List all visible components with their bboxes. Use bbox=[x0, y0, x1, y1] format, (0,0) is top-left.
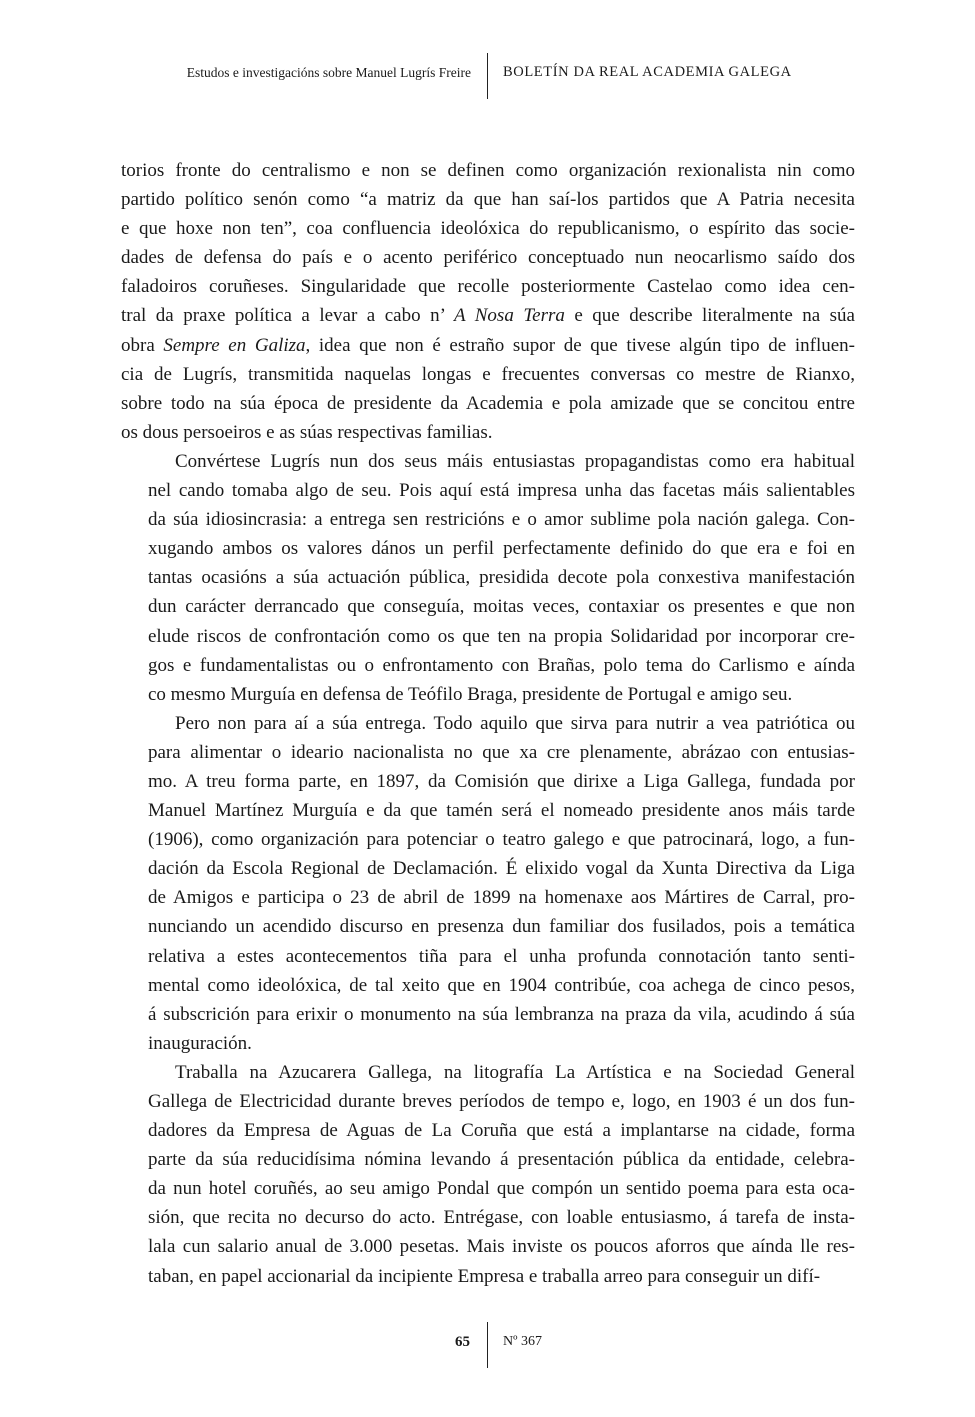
text-line: da nun hotel coruñés, ao seu amigo Pondal que compón un sentido poema para esta oca- bbox=[148, 1178, 855, 1200]
header-journal-title: BOLETÍN DA REAL ACADEMIA GALEGA bbox=[503, 64, 792, 80]
text-line: Traballa na Azucarera Gallega, na litografía La Artística e na Sociedad General bbox=[175, 1061, 855, 1083]
text-line: Manuel Martínez Murguía e da que tamén será el nomeado presidente anos máis tarde bbox=[148, 800, 855, 822]
text-line: co mesmo Murguía en defensa de Teófilo Braga, presidente de Portugal e amigo seu. bbox=[148, 683, 793, 705]
text-line: elude riscos de confrontación como os que ten na propia Solidaridad por incorporar cre- bbox=[148, 625, 855, 647]
text-line: Convértese Lugrís nun dos seus máis entusiastas propagandistas como era habitual bbox=[175, 450, 855, 472]
text-line: dadores da Empresa de Aguas de La Coruña que está a implantarse na cidade, forma bbox=[148, 1120, 855, 1142]
text-line: á subscrición para erixir o monumento na súa lembranza na praza da vila, acudindo á súa bbox=[148, 1003, 855, 1025]
paragraph bbox=[121, 156, 855, 447]
footer-divider bbox=[487, 1322, 488, 1368]
text-line: para alimentar o ideario nacionalista no que xa cre plenamente, abrázao con entusias- bbox=[148, 741, 855, 763]
text-line: torios fronte do centralismo e non se definen como organización rexionalista nin como bbox=[121, 160, 855, 181]
text-line: taban, en papel accionarial da incipiente Empresa e traballa arreo para conseguir un difí- bbox=[148, 1265, 821, 1287]
text-line: lala cun salario anual de 3.000 pesetas. Mais inviste os poucos aforros que aínda lle res- bbox=[148, 1236, 855, 1258]
text-line: dación da Escola Regional de Declamación. É elixido vogal da Xunta Directiva da Liga bbox=[148, 858, 855, 880]
text-line: mo. A treu forma parte, en 1897, da Comisión que dirixe a Liga Gallega, fundada por bbox=[148, 770, 855, 792]
text-line: gos e fundamentalistas ou o enfrontamento con Brañas, polo tema do Carlismo e aínda bbox=[148, 654, 855, 676]
text-line: (1906), como organización para potenciar o teatro galego e que patrocinará, logo, a fun- bbox=[148, 829, 855, 851]
issue-number: Nº 367 bbox=[503, 1334, 542, 1349]
running-header bbox=[0, 53, 975, 99]
paragraph bbox=[121, 709, 855, 1058]
text-line: Pero non para aí a súa entrega. Todo aquilo que sirva para nutrir a vea patriótica ou bbox=[175, 712, 855, 734]
text-line: inauguración. bbox=[148, 1032, 252, 1054]
text-line: relativa a estes acontecementos tiña para el unha profunda connotación tanto senti- bbox=[148, 945, 855, 967]
text-line: tantas ocasións a súa actuación pública, presidida decote pola conxestiva manifestación bbox=[148, 567, 855, 589]
running-footer bbox=[0, 1322, 975, 1368]
text-line: dades de defensa do país e o acento periférico conceptuado nun neocarlismo saído dos bbox=[121, 247, 855, 269]
text-line: obra Sempre en Galiza, idea que non é estraño supor de que tivese algún tipo de influen- bbox=[121, 334, 855, 356]
text-line: tral da praxe política a levar a cabo n’ A Nosa Terra e que describe literalmente na súa bbox=[121, 305, 855, 327]
text-line: de Amigos e participa o 23 de abril de 1899 na homenaxe aos Mártires de Carral, pro- bbox=[148, 887, 855, 909]
paragraph bbox=[121, 1058, 855, 1291]
text-line: os dous persoeiros e as súas respectivas familias. bbox=[121, 421, 493, 443]
article-body bbox=[121, 156, 855, 1291]
text-line: sobre todo na súa época de presidente da Academia e pola amizade que se concitou entre bbox=[121, 392, 855, 414]
paragraph bbox=[121, 447, 855, 709]
text-line: nunciando un acendido discurso en presenza dun familiar dos fusilados, pois a temática bbox=[148, 916, 855, 938]
text-line: mental como ideolóxica, de tal xeito que en 1904 contribúe, coa achega de cinco pesos, bbox=[148, 974, 855, 996]
text-line: parte da súa reducidísima nómina levando á presentación pública da entidade, celebra- bbox=[148, 1149, 855, 1171]
text-line: e que hoxe non ten”, coa confluencia ideolóxica do republicanismo, o espírito das socie- bbox=[121, 218, 855, 240]
text-line: xugando ambos os valores dános un perfil perfectamente definido do que era e foi en bbox=[148, 538, 855, 560]
header-divider bbox=[487, 53, 488, 99]
text-line: dun carácter derrancado que conseguía, moitas veces, contaxiar os presentes e que non bbox=[148, 596, 855, 618]
text-line: partido político senón como “a matriz da que han saí-los partidos que A Patria necesita bbox=[121, 189, 855, 211]
text-line: da súa idiosincrasia: a entrega sen restricións e o amor sublime pola nación galega. Con- bbox=[148, 509, 855, 531]
italic-title: A Nosa Terra bbox=[454, 305, 565, 327]
italic-title: Sempre en Galiza bbox=[163, 334, 306, 356]
page-number: 65 bbox=[455, 1334, 470, 1350]
text-line: nel cando tomaba algo de seu. Pois aquí está impresa unha das facetas máis salientables bbox=[148, 480, 855, 502]
text-line: sión, que recita no decurso do acto. Entrégase, con loable entusiasmo, á tarefa de insta- bbox=[148, 1207, 855, 1229]
text-line: faladoiros coruñeses. Singularidade que recolle posteriormente Castelao como idea cen- bbox=[121, 276, 855, 298]
header-section-title: Estudos e investigacións sobre Manuel Lugrís Freire bbox=[186, 65, 471, 80]
text-line: Gallega de Electricidad durante breves períodos de tempo e, logo, en 1903 é un dos fun- bbox=[148, 1091, 855, 1112]
text-line: cia de Lugrís, transmitida naquelas longas e frecuentes conversas co mestre de Rianxo, bbox=[121, 363, 855, 385]
